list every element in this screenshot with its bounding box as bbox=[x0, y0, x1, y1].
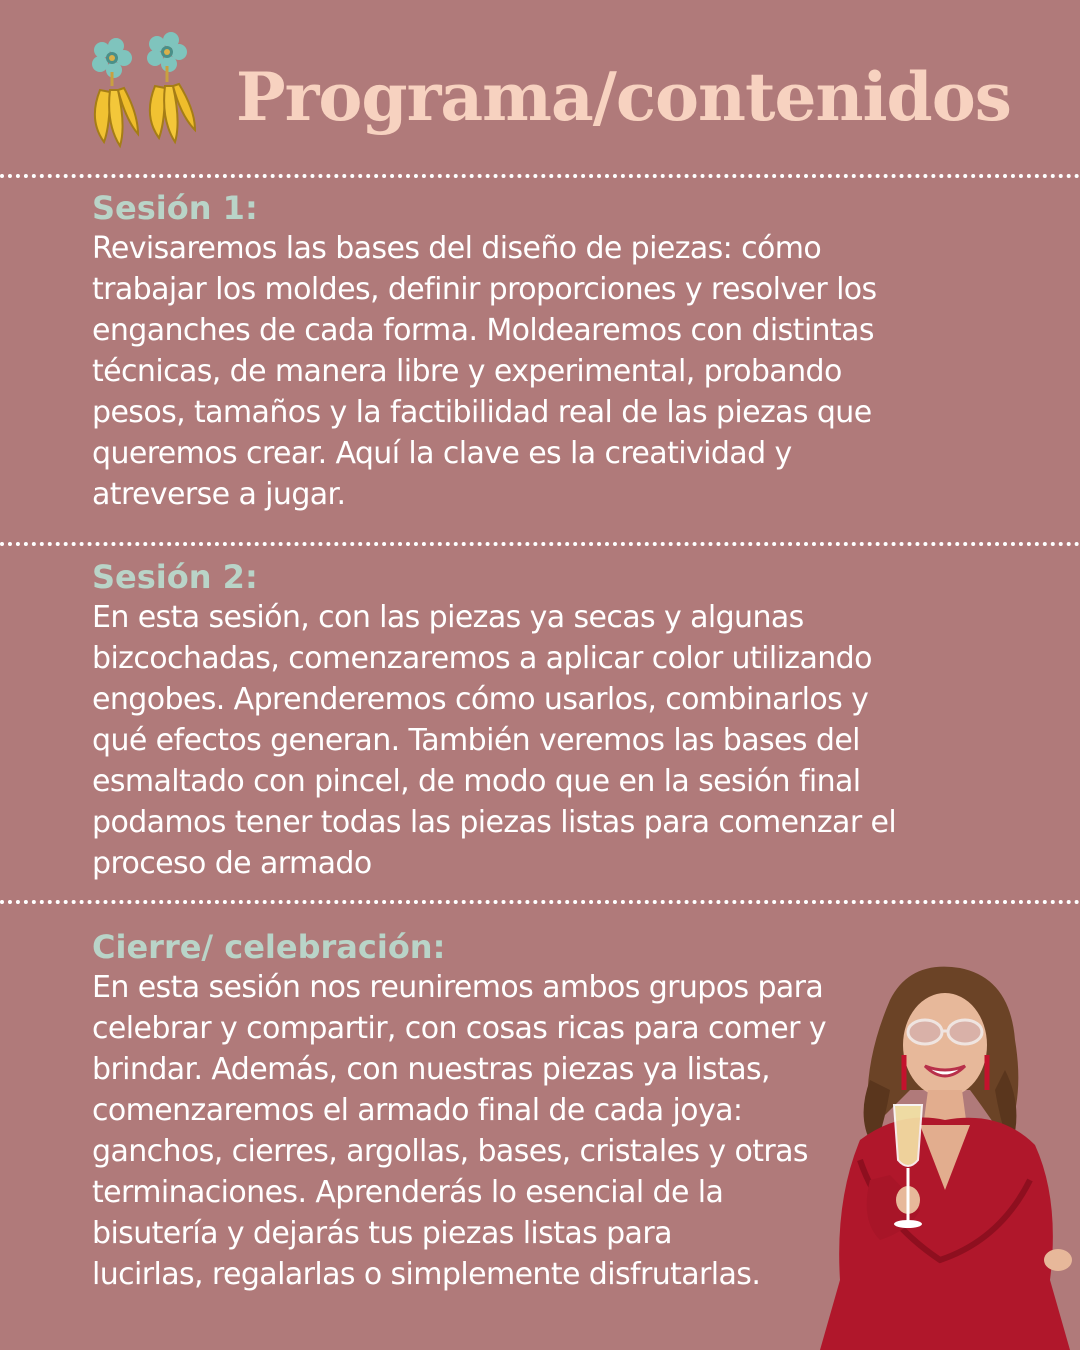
body-line: engobes. Aprenderemos cómo usarlos, combinarlos y bbox=[92, 682, 869, 717]
banana-flower-earrings-icon bbox=[80, 30, 210, 160]
body-line: terminaciones. Aprenderás lo esencial de la bbox=[92, 1175, 724, 1210]
section-heading: Sesión 2: bbox=[92, 558, 258, 596]
body-line: esmaltado con pincel, de modo que en la sesión final bbox=[92, 764, 861, 799]
body-line: qué efectos generan. También veremos las bases del bbox=[92, 723, 860, 758]
page-title: Programa/contenidos bbox=[236, 58, 1011, 136]
body-line: Revisaremos las bases del diseño de piezas: cómo bbox=[92, 231, 822, 266]
body-line: queremos crear. Aquí la clave es la creatividad y bbox=[92, 436, 792, 471]
divider bbox=[0, 900, 1080, 904]
body-line: comenzaremos el armado final de cada joya: bbox=[92, 1093, 743, 1128]
section-heading: Cierre/ celebración: bbox=[92, 928, 446, 966]
body-line: proceso de armado bbox=[92, 846, 372, 881]
body-line: técnicas, de manera libre y experimental, probando bbox=[92, 354, 842, 389]
body-line: trabajar los moldes, definir proporciones y resolver los bbox=[92, 272, 877, 307]
divider bbox=[0, 174, 1080, 178]
header bbox=[0, 0, 1080, 170]
body-line: ganchos, cierres, argollas, bases, cristales y otras bbox=[92, 1134, 808, 1169]
section-body bbox=[92, 967, 826, 1295]
section-session-1 bbox=[92, 188, 877, 515]
body-line: brindar. Además, con nuestras piezas ya listas, bbox=[92, 1052, 770, 1087]
body-line: celebrar y compartir, con cosas ricas para comer y bbox=[92, 1011, 826, 1046]
body-line: pesos, tamaños y la factibilidad real de las piezas que bbox=[92, 395, 872, 430]
divider bbox=[0, 542, 1080, 546]
section-session-2 bbox=[92, 557, 896, 884]
body-line: enganches de cada forma. Moldearemos con distintas bbox=[92, 313, 874, 348]
woman-toasting-photo bbox=[800, 960, 1080, 1350]
section-closing bbox=[92, 927, 826, 1295]
section-body bbox=[92, 597, 896, 884]
body-line: En esta sesión nos reuniremos ambos grupos para bbox=[92, 970, 824, 1005]
body-line: bisutería y dejarás tus piezas listas para bbox=[92, 1216, 672, 1251]
body-line: bizcochadas, comenzaremos a aplicar color utilizando bbox=[92, 641, 872, 676]
body-line: lucirlas, regalarlas o simplemente disfrutarlas. bbox=[92, 1257, 761, 1292]
body-line: podamos tener todas las piezas listas para comenzar el bbox=[92, 805, 897, 840]
body-line: atreverse a jugar. bbox=[92, 477, 346, 512]
section-heading: Sesión 1: bbox=[92, 189, 258, 227]
body-line: En esta sesión, con las piezas ya secas y algunas bbox=[92, 600, 804, 635]
section-body bbox=[92, 228, 877, 515]
